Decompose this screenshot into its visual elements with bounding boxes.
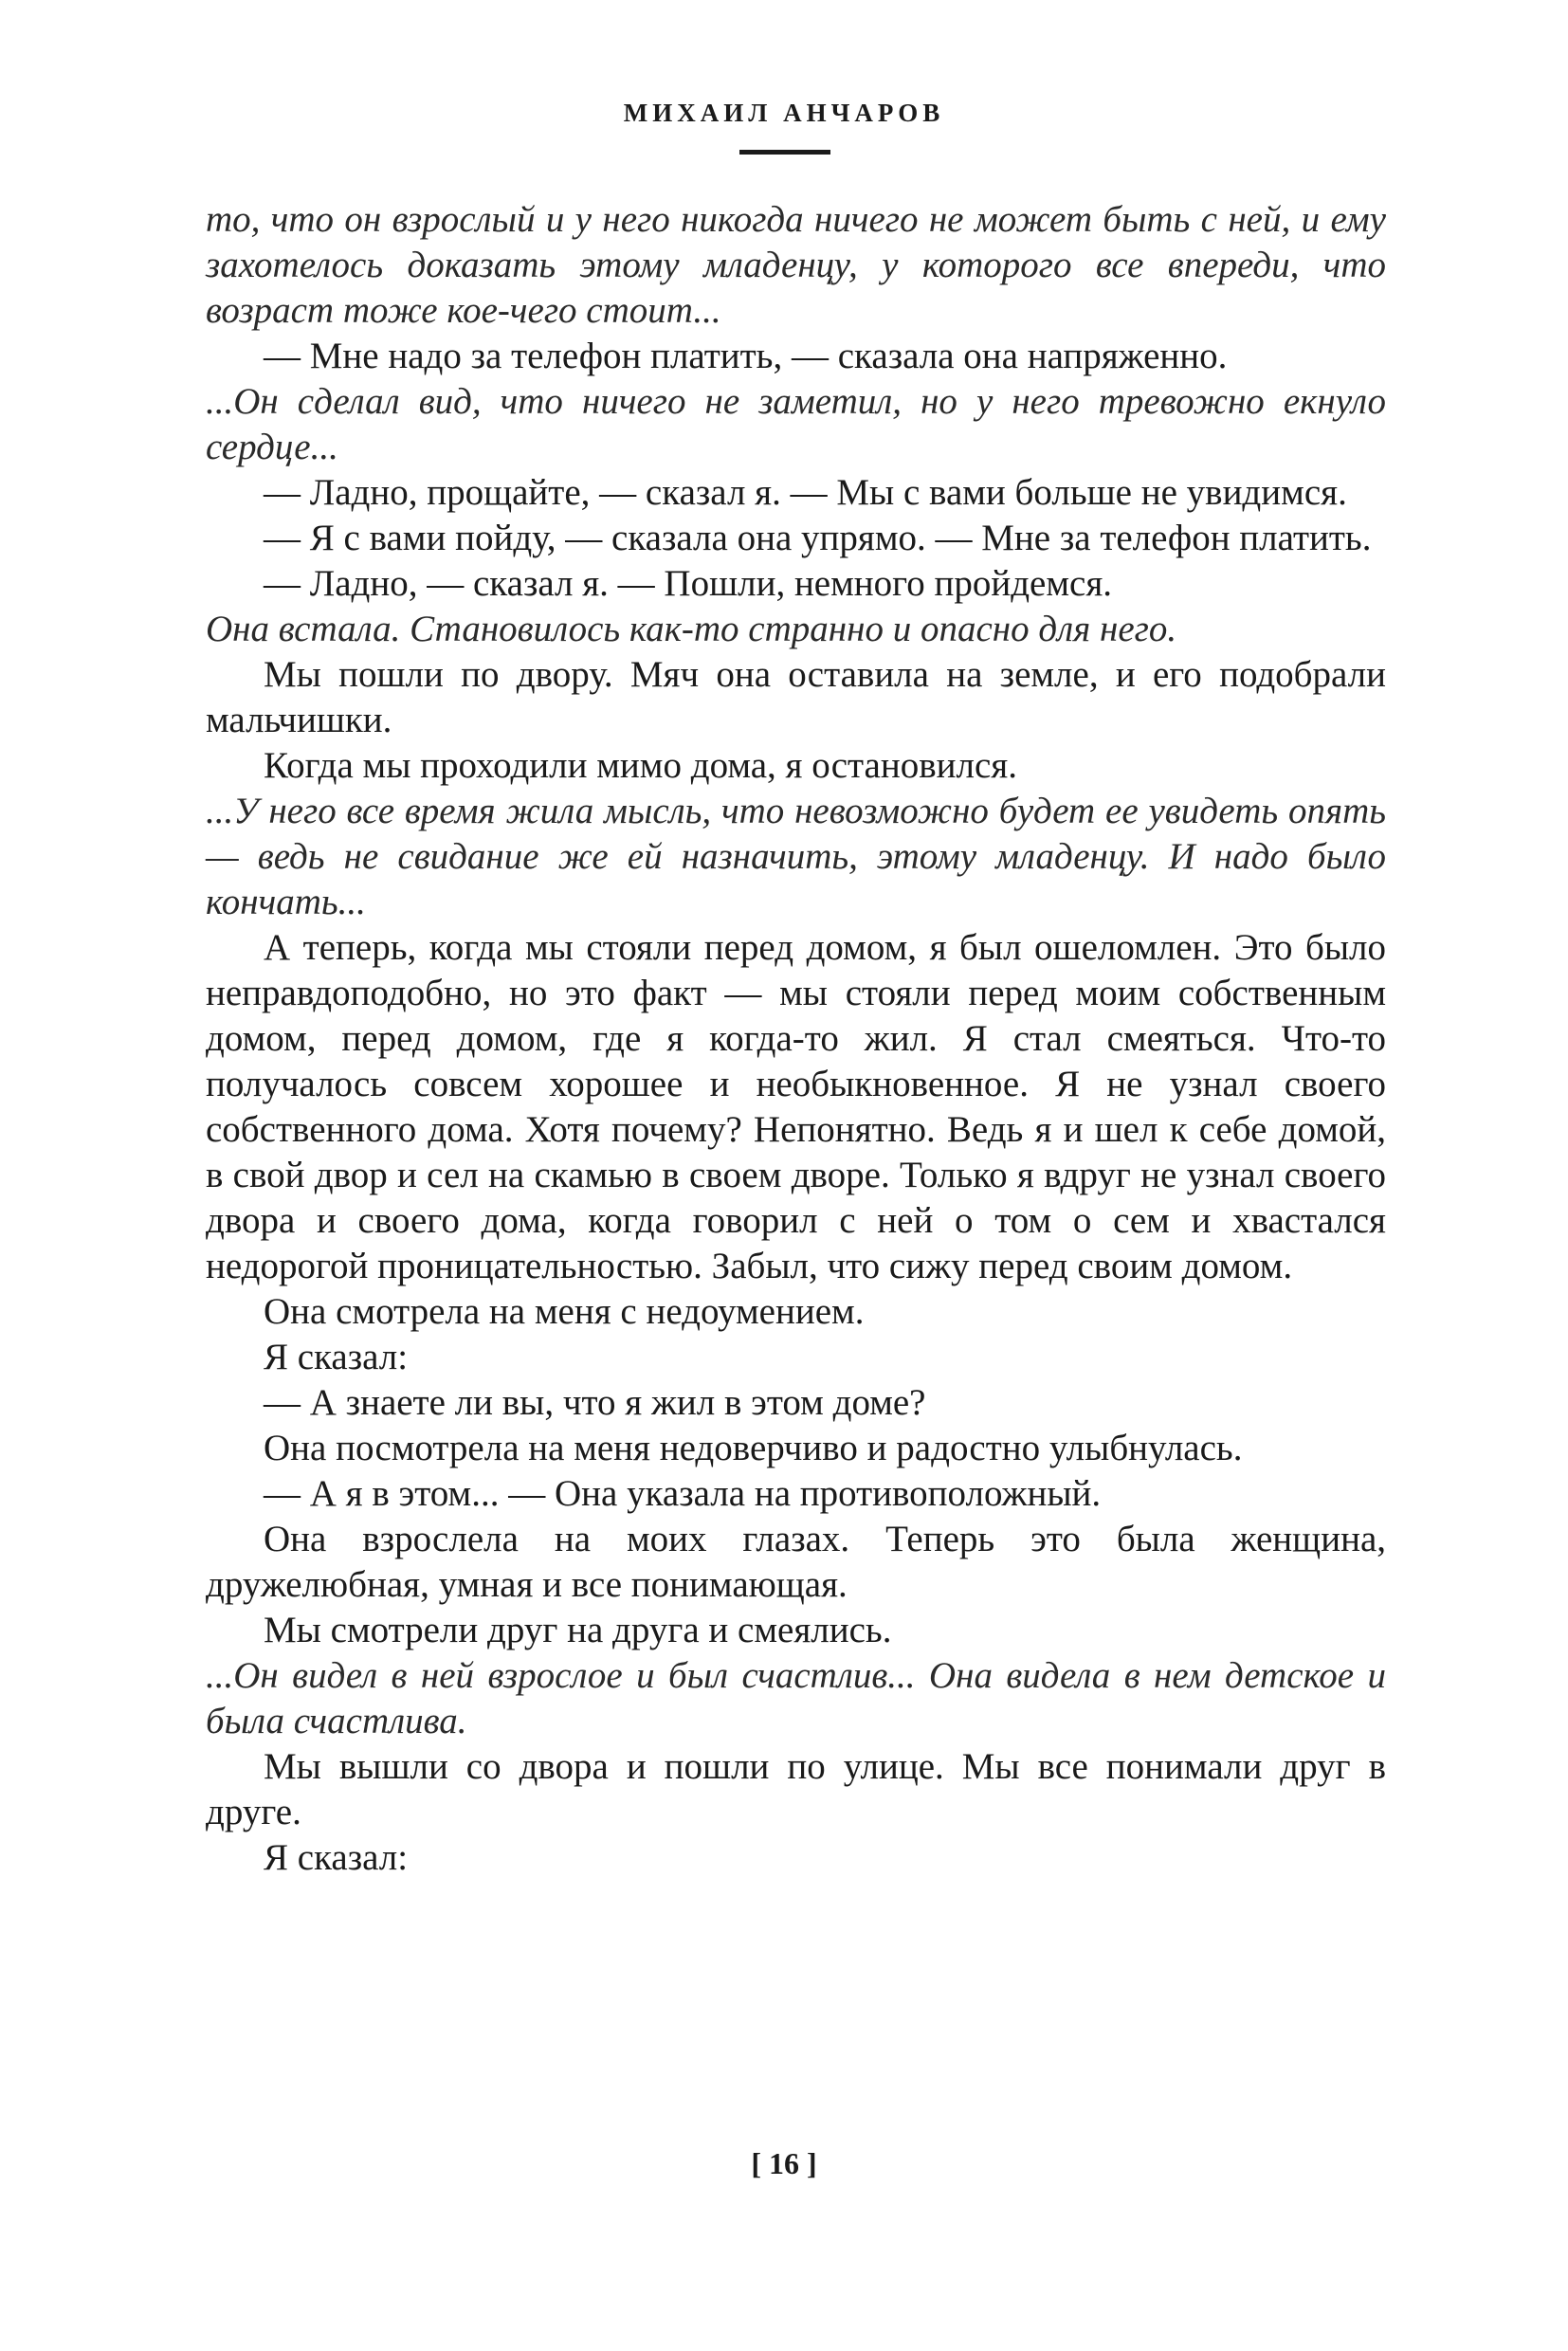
paragraph: то, что он взрослый и у него никогда ничего не может быть с ней, и ему захотелось доказать этому младенцу, у которого все впереди, что возраст тоже кое-чего стоит... (206, 199, 1386, 331)
paragraph: А теперь, когда мы стояли перед домом, я был ошеломлен. Это было неправдоподобно, но это факт — мы стояли перед моим собственным домом, перед домом, где я когда-то жил. Я стал смеяться. Что-то получалось совсем хорошее и необыкновенное. Я не узнал своего собственного дома. Хотя почему? Непонятно. Ведь я и шел к себе домой, в свой двор и сел на скамью в своем дворе. Только я вдруг не узнал своего двора и своего дома, когда говорил с ней о том о сем и хвастался недорогой проницательностью. Забыл, что сижу перед своим домом. (206, 927, 1386, 1286)
paragraph: Я сказал: (264, 1837, 409, 1878)
paragraph: ...Он видел в ней взрослое и был счастлив... Она видела в нем детское и была счастлива. (206, 1655, 1386, 1741)
paragraph: Она смотрела на меня с недоумением. (264, 1291, 865, 1332)
body-text (206, 197, 1386, 1881)
paragraph: Я сказал: (264, 1337, 409, 1377)
paragraph: Мы смотрели друг на друга и смеялись. (264, 1610, 892, 1650)
paragraph: — А я в этом... — Она указала на противоположный. (264, 1473, 1102, 1514)
page-number: [ 16 ] (751, 2146, 817, 2180)
paragraph: ...Он сделал вид, что ничего не заметил, но у него тревожно екнуло сердце... (206, 381, 1386, 467)
paragraph: Она взрослела на моих глазах. Теперь это была женщина, дружелюбная, умная и все понимающая. (206, 1519, 1386, 1605)
paragraph: ...У него все время жила мысль, что невозможно будет ее увидеть опять — ведь не свидание же ей назначить, этому младенцу. И надо было кончать... (206, 791, 1386, 922)
paragraph: — Мне надо за телефон платить, — сказала она напряженно. (264, 336, 1228, 376)
paragraph: — А знаете ли вы, что я жил в этом доме? (264, 1382, 926, 1423)
paragraph: — Я с вами пойду, — сказала она упрямо. — Мне за телефон платить. (264, 518, 1372, 558)
running-title: МИХАИЛ АНЧАРОВ (623, 99, 945, 127)
paragraph: Она встала. Становилось как-то странно и опасно для него. (206, 609, 1177, 649)
header-rule (739, 150, 830, 155)
paragraph: — Ладно, прощайте, — сказал я. — Мы с вами больше не увидимся. (264, 472, 1347, 513)
paragraph: Она посмотрела на меня недоверчиво и радостно улыбнулась. (264, 1428, 1243, 1468)
paragraph: Когда мы проходили мимо дома, я остановился. (264, 745, 1017, 786)
paragraph: Мы вышли со двора и пошли по улице. Мы все понимали друг в друге. (206, 1746, 1386, 1832)
paragraph: — Ладно, — сказал я. — Пошли, немного пройдемся. (264, 563, 1113, 604)
paragraph: Мы пошли по двору. Мяч она оставила на земле, и его подобрали мальчишки. (206, 654, 1386, 740)
